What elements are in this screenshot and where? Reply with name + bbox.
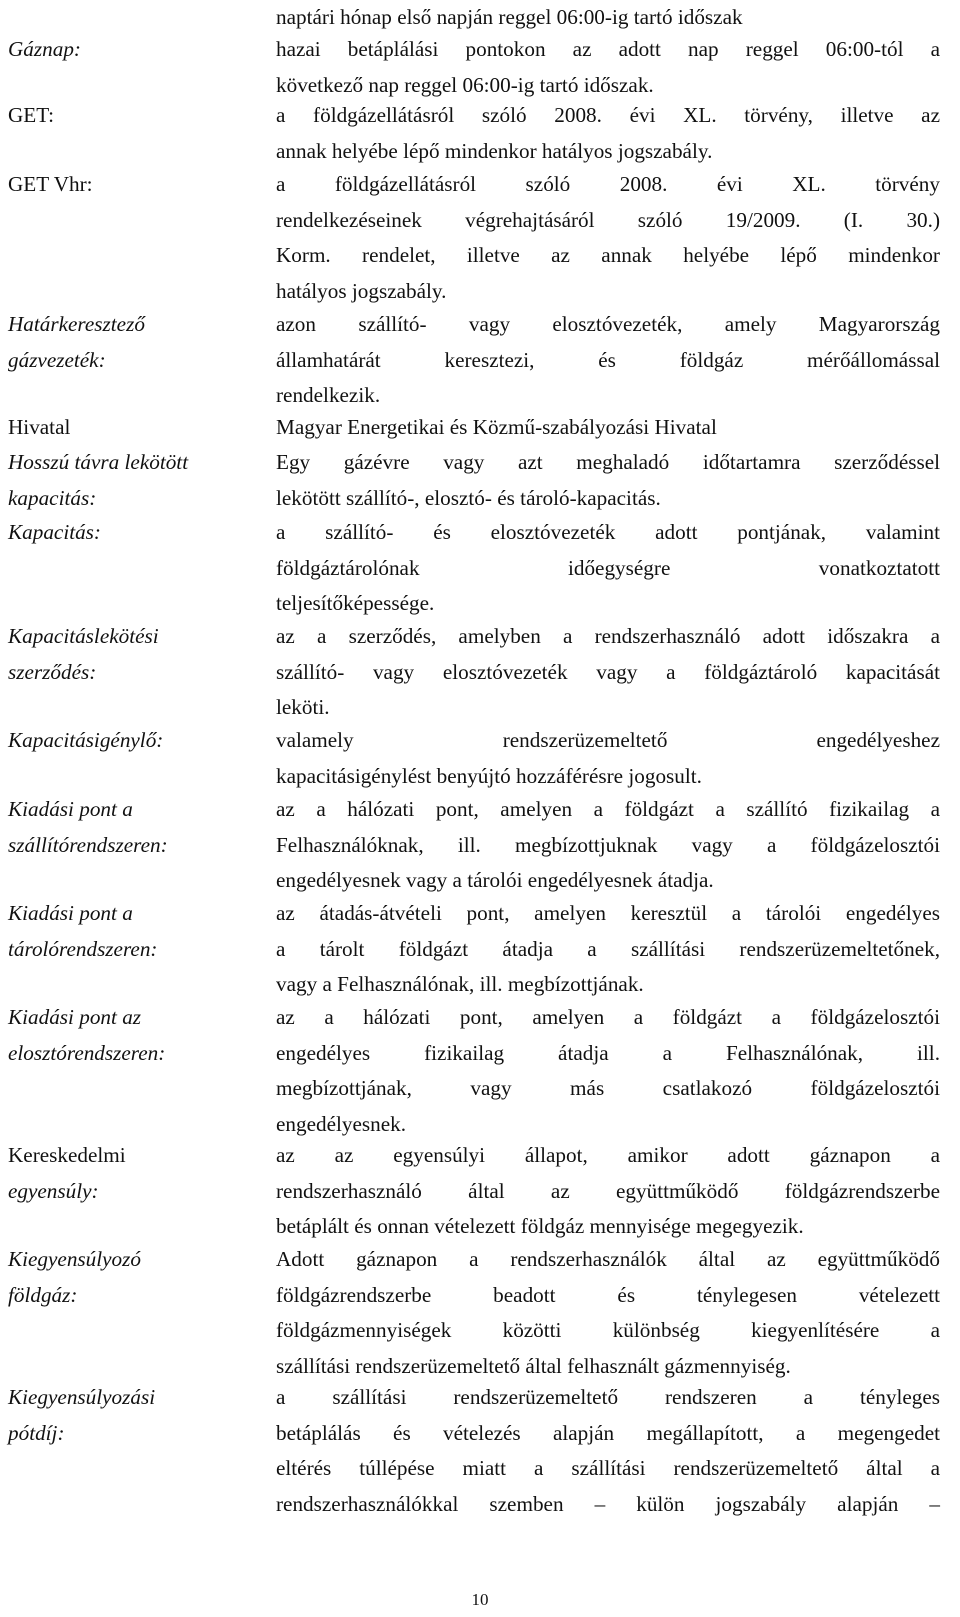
definition-line: Korm. rendelet, illetve az annak helyébe lépő mindenkor xyxy=(276,243,940,268)
definition-text xyxy=(276,1380,940,1522)
term-line: pótdíj: xyxy=(8,1420,65,1445)
definition-line: az a hálózati pont, amelyen a földgázt a szállító fizikailag a xyxy=(276,797,940,821)
term-line: Kiadási pont az xyxy=(8,1005,142,1029)
term-line: Határkeresztező xyxy=(8,312,145,336)
definition-line: Magyar Energetikai és Közmű-szabályozási Hivatal xyxy=(276,415,717,439)
definition-text xyxy=(276,307,940,414)
definition-text xyxy=(276,167,940,309)
definition-line: az a hálózati pont, amelyen a földgázt a földgázelosztói xyxy=(276,1005,940,1029)
definition-line: annak helyébe lépő mindenkor hatályos jogszabály. xyxy=(276,138,713,163)
term-line: gázvezeték: xyxy=(8,347,106,372)
term-label xyxy=(8,619,273,690)
definition-text xyxy=(276,1000,940,1142)
definition-line: Egy gázévre vagy azt meghaladó időtartamra szerződéssel xyxy=(276,450,940,474)
term-line: tárolórendszeren: xyxy=(8,936,158,961)
definition-line: szállítási rendszerüzemeltető által felhasznált gázmennyiség. xyxy=(276,1353,791,1378)
definition-line: engedélyes fizikailag átadja a Felhasználónak, ill. xyxy=(276,1040,940,1065)
term-line: elosztórendszeren: xyxy=(8,1040,166,1065)
definition-text xyxy=(276,0,940,36)
definition-text xyxy=(276,410,940,446)
definition-line: szállító- vagy elosztóvezeték vagy a földgáztároló kapacitását xyxy=(276,659,940,684)
definition-line: az az egyensúlyi állapot, amikor adott gáznapon a xyxy=(276,1143,940,1167)
definition-text xyxy=(276,445,940,516)
definition-line: a szállító- és elosztóvezeték adott pontjának, valamint xyxy=(276,520,940,544)
definition-line: földgázmennyiségek közötti különbség kiegyenlítésére a xyxy=(276,1318,940,1343)
term-line: Kapacitás: xyxy=(8,520,101,544)
definition-line: a földgázellátásról szóló 2008. évi XL. törvény xyxy=(276,172,940,196)
definition-line: betáplálás és vételezés alapján megállapított, a megengedet xyxy=(276,1420,940,1445)
term-label xyxy=(8,307,273,378)
term-label xyxy=(8,1242,273,1313)
term-line: Gáznap: xyxy=(8,37,81,61)
definition-text xyxy=(276,896,940,1003)
definition-line: rendszerhasználó által az együttműködő földgázrendszerbe xyxy=(276,1178,940,1203)
definition-line: a tárolt földgázt átadja a szállítási rendszerüzemeltetőnek, xyxy=(276,936,940,961)
definition-line: teljesítőképessége. xyxy=(276,591,435,616)
term-line: Kiadási pont a xyxy=(8,901,133,925)
definition-line: földgáztárolónak időegységre vonatkoztatott xyxy=(276,555,940,580)
term-line: Kapacitásigénylő: xyxy=(8,728,164,752)
term-line: szerződés: xyxy=(8,659,97,684)
definition-line: betáplált és onnan vételezett földgáz mennyisége megegyezik. xyxy=(276,1214,804,1239)
definition-line: földgázrendszerbe beadott és ténylegesen vételezett xyxy=(276,1282,940,1307)
definition-line: az átadás-átvételi pont, amelyen keresztül a tárolói engedélyes xyxy=(276,901,940,925)
definition-line: rendelkezik. xyxy=(276,383,381,408)
term-label xyxy=(8,723,273,759)
definition-line: azon szállító- vagy elosztóvezeték, amely Magyarország xyxy=(276,312,940,336)
definition-line: engedélyesnek. xyxy=(276,1111,407,1136)
definition-line: engedélyesnek vagy a tárolói engedélyesnek átadja. xyxy=(276,868,714,893)
definition-text xyxy=(276,515,940,622)
term-label xyxy=(8,792,273,863)
term-label xyxy=(8,167,273,203)
term-line: Hivatal xyxy=(8,415,71,439)
term-label xyxy=(8,445,273,516)
term-line: Kiegyensúlyozási xyxy=(8,1385,156,1409)
definition-line: Felhasználóknak, ill. megbízottjuknak vagy a földgázelosztói xyxy=(276,832,940,857)
definition-line: rendelkezéseinek végrehajtásáról szóló 19/2009. (I. 30.) xyxy=(276,207,940,232)
term-line: földgáz: xyxy=(8,1282,78,1307)
term-line: kapacitás: xyxy=(8,485,97,510)
term-label xyxy=(8,1380,273,1451)
definition-line: eltérés túllépése miatt a szállítási rendszerüzemeltető által a xyxy=(276,1456,940,1481)
term-label xyxy=(8,98,273,134)
definition-text xyxy=(276,98,940,169)
term-line: GET Vhr: xyxy=(8,172,93,196)
definition-line: valamely rendszerüzemeltető engedélyeshez xyxy=(276,728,940,752)
page-number: 10 xyxy=(471,1590,489,1609)
term-line: Kereskedelmi xyxy=(8,1143,126,1167)
term-label xyxy=(8,515,273,551)
term-label xyxy=(8,410,273,446)
term-label xyxy=(8,896,273,967)
term-label xyxy=(8,32,273,68)
definition-line: lekötött szállító-, elosztó- és tároló-kapacitás. xyxy=(276,485,661,510)
definition-line: a szállítási rendszerüzemeltető rendszeren a tényleges xyxy=(276,1385,940,1409)
term-line: GET: xyxy=(8,103,55,127)
definition-line: hazai betáplálási pontokon az adott nap reggel 06:00-tól a xyxy=(276,37,940,61)
definition-line: hatályos jogszabály. xyxy=(276,278,447,303)
definition-line: vagy a Felhasználónak, ill. megbízottjának. xyxy=(276,972,644,997)
definition-line: megbízottjának, vagy más csatlakozó földgázelosztói xyxy=(276,1076,940,1101)
definition-line: Adott gáznapon a rendszerhasználók által az együttműködő xyxy=(276,1247,940,1271)
definition-text xyxy=(276,1242,940,1384)
definition-text xyxy=(276,1138,940,1245)
definition-text xyxy=(276,792,940,899)
definition-text xyxy=(276,32,940,103)
definition-line: a földgázellátásról szóló 2008. évi XL. törvény, illetve az xyxy=(276,103,940,127)
definition-line: az a szerződés, amelyben a rendszerhasználó adott időszakra a xyxy=(276,624,940,648)
definition-line: leköti. xyxy=(276,695,330,720)
definition-line: naptári hónap első napján reggel 06:00-ig tartó időszak xyxy=(276,5,743,29)
definition-line: rendszerhasználókkal szemben – külön jogszabály alapján – xyxy=(276,1491,940,1516)
definition-line: következő nap reggel 06:00-ig tartó időszak. xyxy=(276,72,654,97)
term-line: Kapacitáslekötési xyxy=(8,624,159,648)
term-label xyxy=(8,1138,273,1209)
term-label xyxy=(8,1000,273,1071)
term-line: Hosszú távra lekötött xyxy=(8,450,189,474)
definition-line: kapacitásigénylést benyújtó hozzáférésre jogosult. xyxy=(276,763,702,788)
term-line: Kiegyensúlyozó xyxy=(8,1247,141,1271)
term-line: szállítórendszeren: xyxy=(8,832,168,857)
term-line: Kiadási pont a xyxy=(8,797,133,821)
definition-text xyxy=(276,619,940,726)
term-line: egyensúly: xyxy=(8,1178,99,1203)
definition-text xyxy=(276,723,940,794)
definition-line: államhatárát keresztezi, és földgáz mérőállomással xyxy=(276,347,940,372)
